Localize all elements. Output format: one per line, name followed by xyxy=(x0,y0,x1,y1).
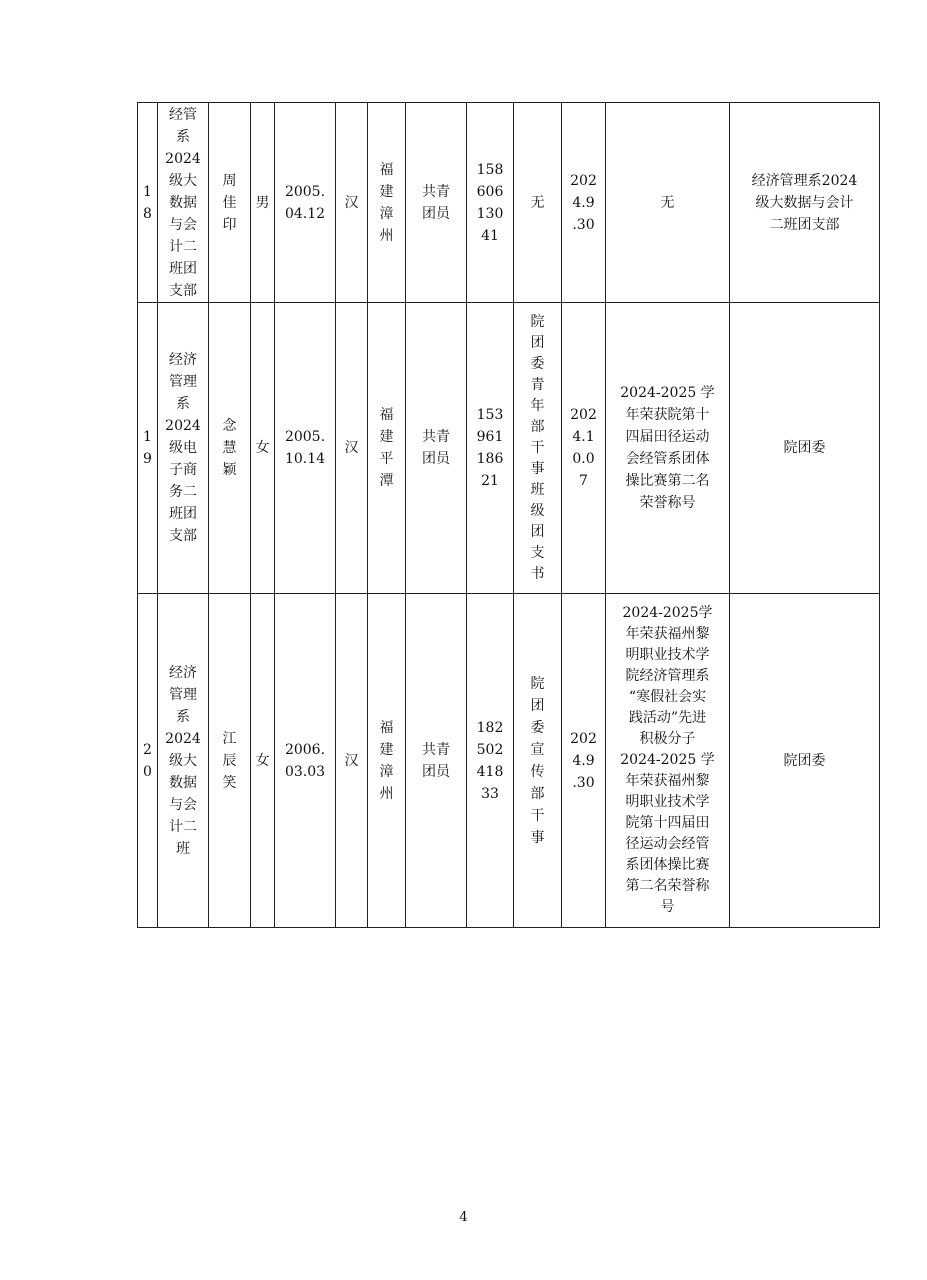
cell-name: 江 辰 笑 xyxy=(209,594,251,928)
cell-phone: 182 502 418 33 xyxy=(467,594,514,928)
cell-no: 1 9 xyxy=(138,303,158,594)
cell-honors: 无 xyxy=(606,103,730,303)
cell-political-status: 共青 团员 xyxy=(406,303,467,594)
cell-gender: 女 xyxy=(251,594,275,928)
cell-branch: 经管 系 2024 级大 数据 与会 计二 班团 支部 xyxy=(158,103,209,303)
cell-origin: 福 建 平 潭 xyxy=(368,303,406,594)
cell-political-status: 共青 团员 xyxy=(406,594,467,928)
cell-ethnicity: 汉 xyxy=(336,303,368,594)
cell-origin: 福 建 漳 州 xyxy=(368,103,406,303)
cell-position: 院 团 委 青 年 部 干 事 班 级 团 支 书 xyxy=(514,303,562,594)
member-table xyxy=(137,102,880,928)
cell-honors: 2024-2025 学 年荣获院第十 四届田径运动 会经管系团体 操比赛第二名 荣誉称号 xyxy=(606,303,730,594)
table-row xyxy=(138,303,880,594)
cell-birth: 2005. 04.12 xyxy=(275,103,336,303)
cell-ethnicity: 汉 xyxy=(336,594,368,928)
cell-name: 周 佳 印 xyxy=(209,103,251,303)
cell-join-date: 202 4.9 .30 xyxy=(562,594,606,928)
cell-nominating-unit: 院团委 xyxy=(730,594,880,928)
cell-position: 院 团 委 宣 传 部 干 事 xyxy=(514,594,562,928)
cell-no: 1 8 xyxy=(138,103,158,303)
table-row xyxy=(138,103,880,303)
cell-birth: 2006. 03.03 xyxy=(275,594,336,928)
cell-join-date: 202 4.9 .30 xyxy=(562,103,606,303)
cell-no: 2 0 xyxy=(138,594,158,928)
cell-phone: 158 606 130 41 xyxy=(467,103,514,303)
cell-branch: 经济 管理 系 2024 级电 子商 务二 班团 支部 xyxy=(158,303,209,594)
cell-position: 无 xyxy=(514,103,562,303)
cell-birth: 2005. 10.14 xyxy=(275,303,336,594)
cell-political-status: 共青 团员 xyxy=(406,103,467,303)
cell-origin: 福 建 漳 州 xyxy=(368,594,406,928)
table-row xyxy=(138,594,880,928)
cell-nominating-unit: 经济管理系2024 级大数据与会计 二班团支部 xyxy=(730,103,880,303)
cell-gender: 女 xyxy=(251,303,275,594)
cell-ethnicity: 汉 xyxy=(336,103,368,303)
cell-gender: 男 xyxy=(251,103,275,303)
cell-join-date: 202 4.1 0.0 7 xyxy=(562,303,606,594)
cell-honors: 2024-2025学 年荣获福州黎 明职业技术学 院经济管理系 “寒假社会实 践活动”先进 积极分子 2024-2025 学 年荣获福州黎 明职业技术学 院第十四届田 径运动会经管 系团体操比赛 第二名荣誉称 号 xyxy=(606,594,730,928)
cell-phone: 153 961 186 21 xyxy=(467,303,514,594)
cell-name: 念 慧 颖 xyxy=(209,303,251,594)
cell-branch: 经济 管理 系 2024 级大 数据 与会 计二 班 xyxy=(158,594,209,928)
cell-nominating-unit: 院团委 xyxy=(730,303,880,594)
page-number: 4 xyxy=(459,1210,468,1225)
